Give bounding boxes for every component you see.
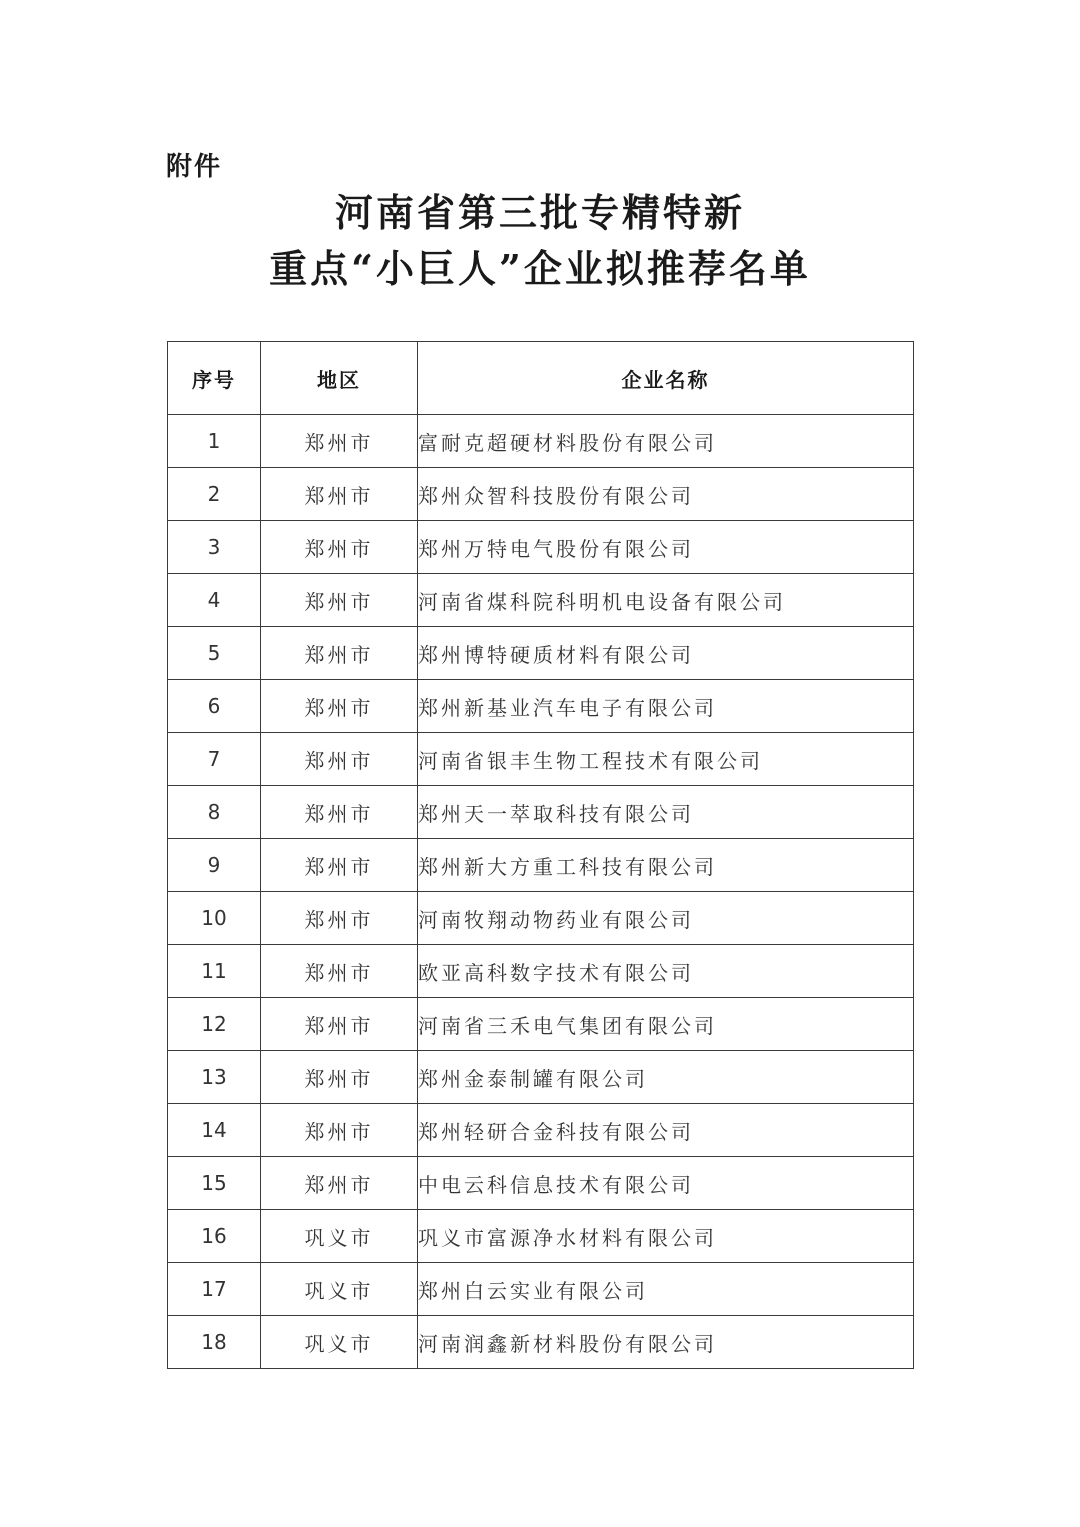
row-region: 郑州市 — [261, 998, 418, 1051]
table-row — [168, 680, 914, 733]
table-row — [168, 468, 914, 521]
row-company-name: 郑州众智科技股份有限公司 — [418, 468, 914, 521]
header-company: 企业名称 — [418, 342, 914, 415]
row-region: 郑州市 — [261, 574, 418, 627]
row-region: 郑州市 — [261, 468, 418, 521]
row-company-name: 郑州博特硬质材料有限公司 — [418, 627, 914, 680]
row-number: 11 — [168, 945, 261, 998]
row-number: 4 — [168, 574, 261, 627]
table-body — [168, 415, 914, 1369]
header-number: 序号 — [168, 342, 261, 415]
table-row — [168, 998, 914, 1051]
row-region: 巩义市 — [261, 1210, 418, 1263]
table-row — [168, 521, 914, 574]
row-number: 1 — [168, 415, 261, 468]
document-title-line-2: 重点“小巨人”企业拟推荐名单 — [269, 246, 811, 291]
row-company-name: 郑州新大方重工科技有限公司 — [418, 839, 914, 892]
row-region: 巩义市 — [261, 1263, 418, 1316]
row-region: 郑州市 — [261, 521, 418, 574]
row-number: 10 — [168, 892, 261, 945]
table-row — [168, 786, 914, 839]
row-number: 17 — [168, 1263, 261, 1316]
table-row — [168, 892, 914, 945]
row-region: 郑州市 — [261, 733, 418, 786]
row-number: 6 — [168, 680, 261, 733]
row-region: 郑州市 — [261, 1104, 418, 1157]
table-row — [168, 1051, 914, 1104]
row-region: 郑州市 — [261, 415, 418, 468]
table-row — [168, 1210, 914, 1263]
row-company-name: 河南牧翔动物药业有限公司 — [418, 892, 914, 945]
row-number: 3 — [168, 521, 261, 574]
table-header-row — [168, 342, 914, 415]
header-region: 地区 — [261, 342, 418, 415]
row-company-name: 郑州万特电气股份有限公司 — [418, 521, 914, 574]
row-company-name: 郑州新基业汽车电子有限公司 — [418, 680, 914, 733]
table-row — [168, 839, 914, 892]
row-number: 14 — [168, 1104, 261, 1157]
row-region: 郑州市 — [261, 627, 418, 680]
row-company-name: 郑州天一萃取科技有限公司 — [418, 786, 914, 839]
row-company-name: 郑州金泰制罐有限公司 — [418, 1051, 914, 1104]
row-number: 12 — [168, 998, 261, 1051]
attachment-label: 附件 — [166, 152, 223, 182]
row-company-name: 欧亚高科数字技术有限公司 — [418, 945, 914, 998]
row-company-name: 郑州轻研合金科技有限公司 — [418, 1104, 914, 1157]
table-row — [168, 945, 914, 998]
row-company-name: 河南润鑫新材料股份有限公司 — [418, 1316, 914, 1369]
row-number: 8 — [168, 786, 261, 839]
table-row — [168, 1104, 914, 1157]
row-company-name: 富耐克超硬材料股份有限公司 — [418, 415, 914, 468]
table-row — [168, 1316, 914, 1369]
row-number: 18 — [168, 1316, 261, 1369]
row-number: 9 — [168, 839, 261, 892]
row-region: 郑州市 — [261, 1157, 418, 1210]
table-row — [168, 574, 914, 627]
row-region: 郑州市 — [261, 839, 418, 892]
table-row — [168, 1263, 914, 1316]
table-row — [168, 415, 914, 468]
row-number: 2 — [168, 468, 261, 521]
company-list-table — [167, 341, 914, 1369]
row-company-name: 中电云科信息技术有限公司 — [418, 1157, 914, 1210]
row-number: 7 — [168, 733, 261, 786]
row-company-name: 河南省三禾电气集团有限公司 — [418, 998, 914, 1051]
row-region: 郑州市 — [261, 892, 418, 945]
row-region: 巩义市 — [261, 1316, 418, 1369]
row-company-name: 巩义市富源净水材料有限公司 — [418, 1210, 914, 1263]
row-company-name: 郑州白云实业有限公司 — [418, 1263, 914, 1316]
row-region: 郑州市 — [261, 1051, 418, 1104]
document-title-line-1: 河南省第三批专精特新 — [334, 190, 745, 235]
row-number: 15 — [168, 1157, 261, 1210]
table-row — [168, 733, 914, 786]
row-company-name: 河南省银丰生物工程技术有限公司 — [418, 733, 914, 786]
table-row — [168, 627, 914, 680]
row-region: 郑州市 — [261, 786, 418, 839]
row-number: 16 — [168, 1210, 261, 1263]
row-region: 郑州市 — [261, 680, 418, 733]
row-number: 13 — [168, 1051, 261, 1104]
row-company-name: 河南省煤科院科明机电设备有限公司 — [418, 574, 914, 627]
table-row — [168, 1157, 914, 1210]
row-number: 5 — [168, 627, 261, 680]
row-region: 郑州市 — [261, 945, 418, 998]
